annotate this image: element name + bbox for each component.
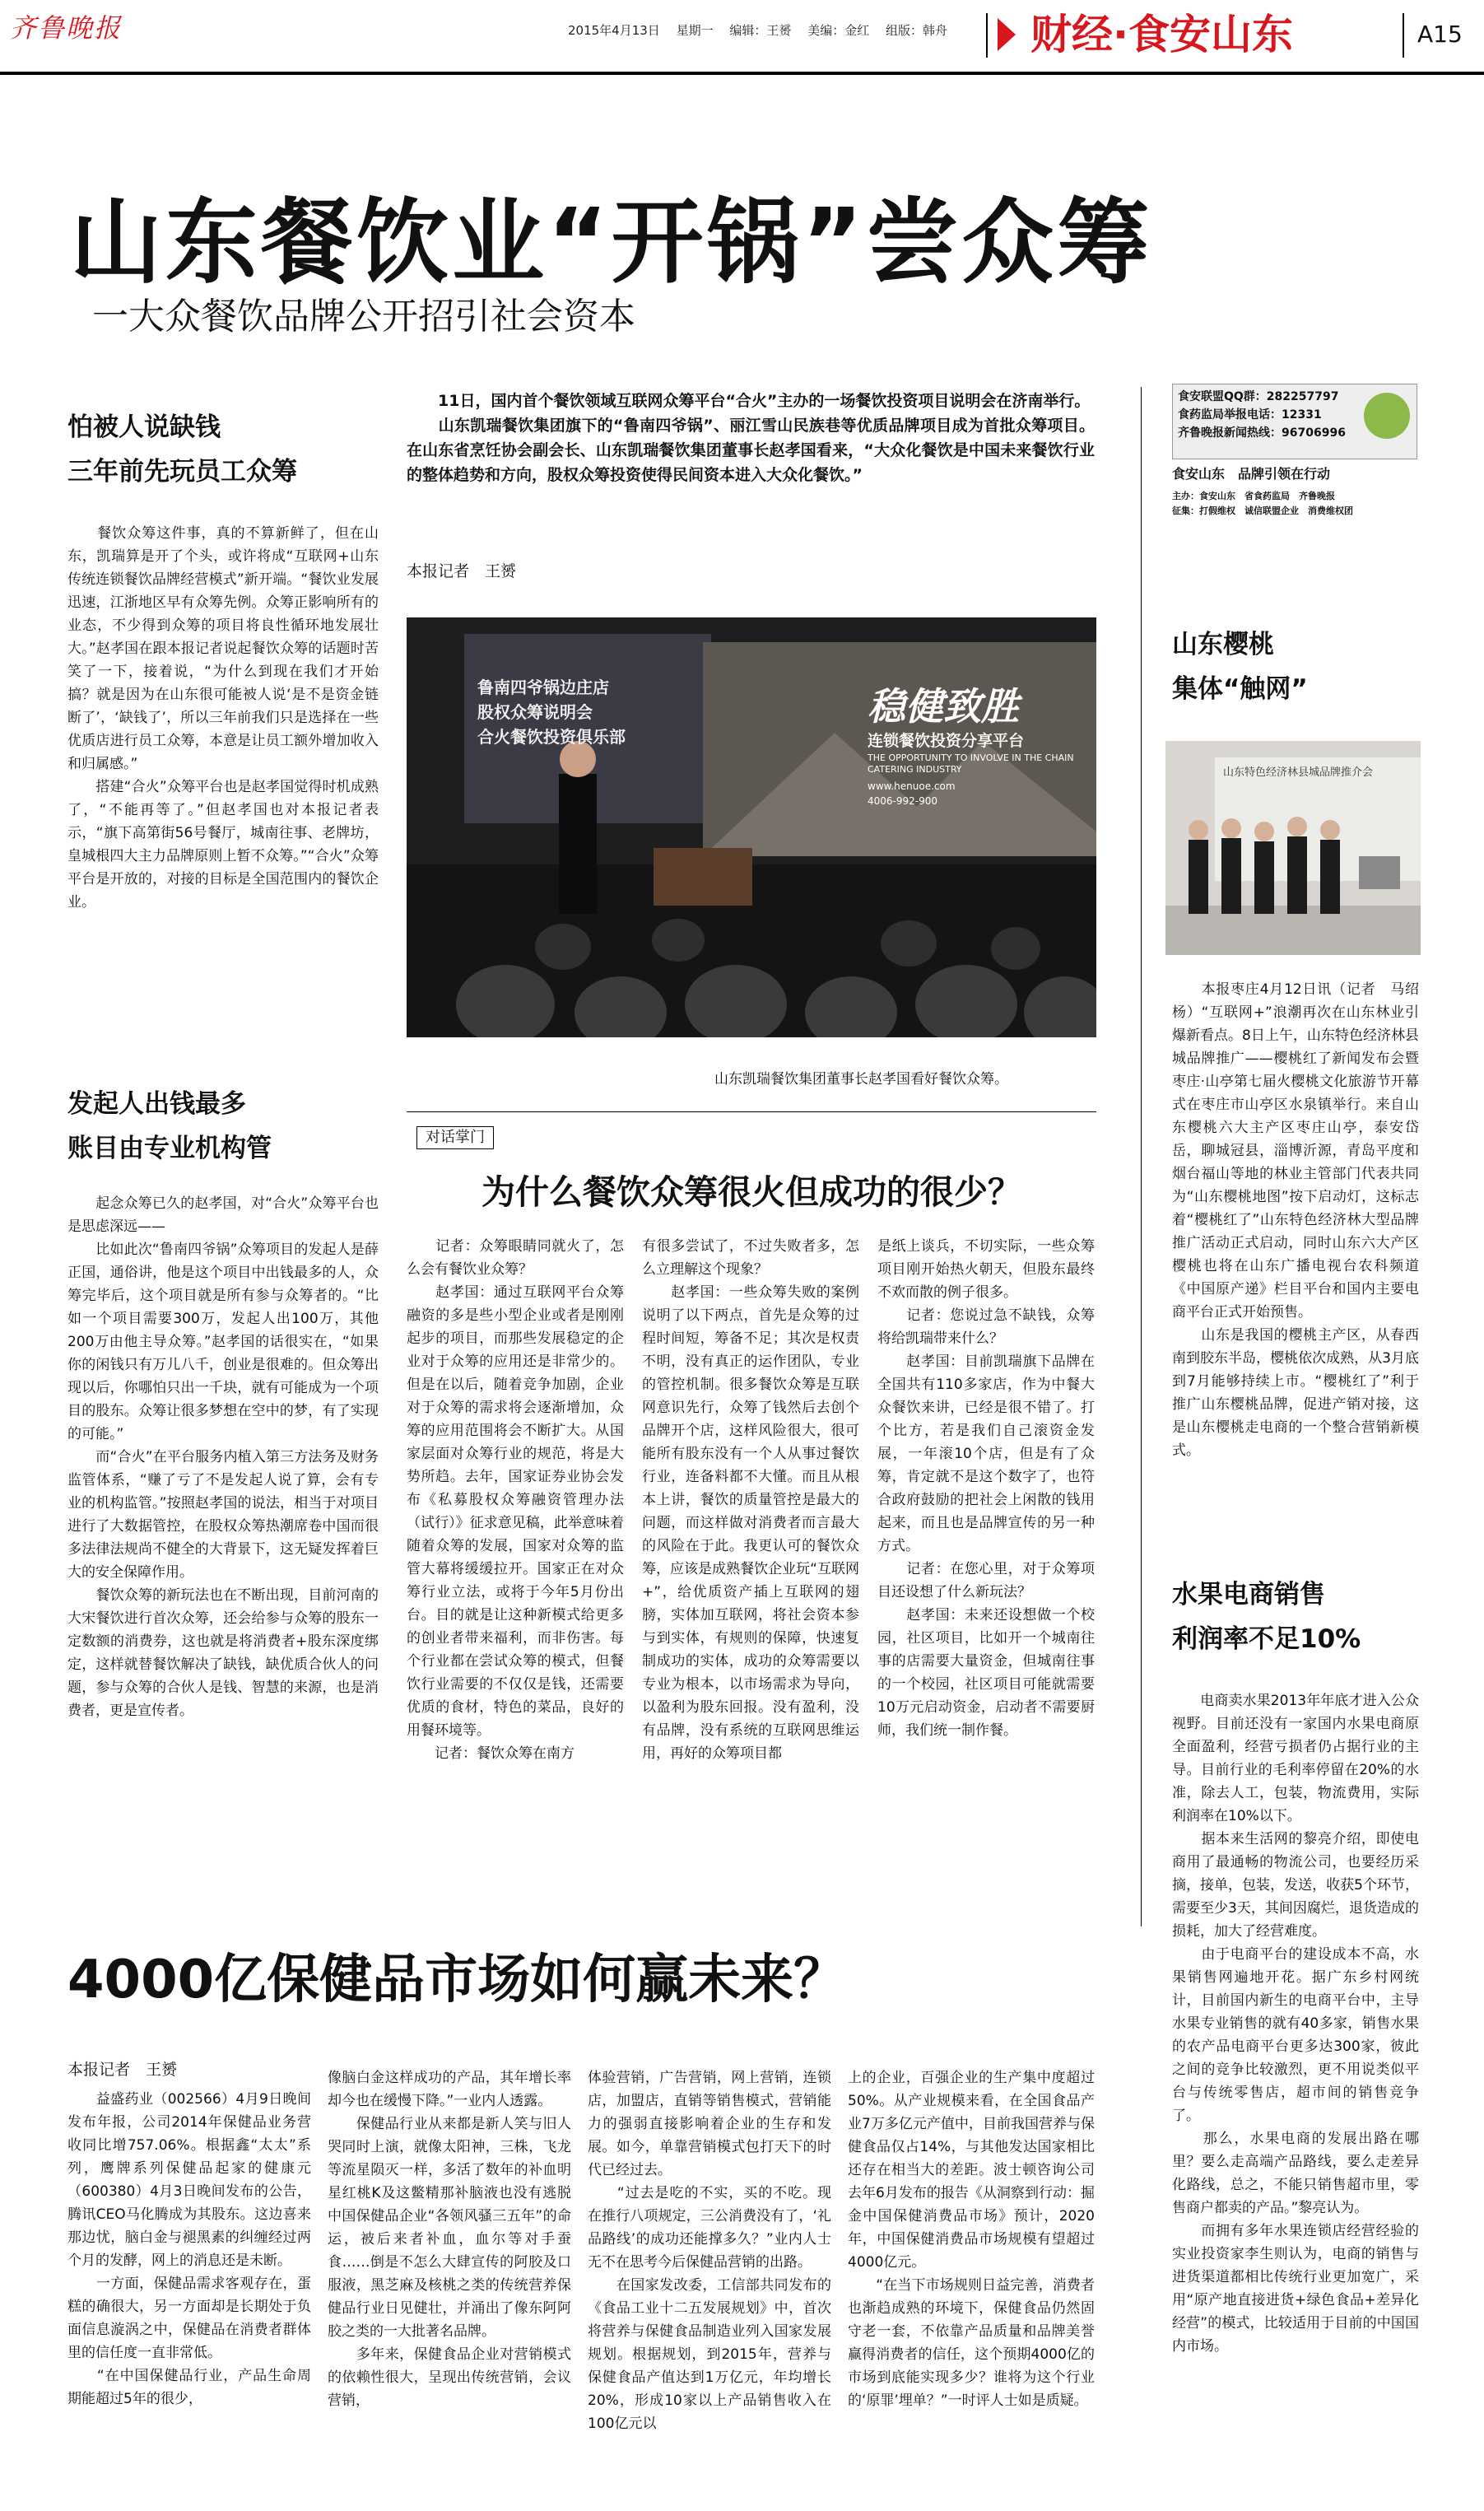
ad-org2: 征集：打假维权 诚信联盟企业 消费维权团 — [1172, 505, 1353, 516]
masthead-divider-v — [986, 13, 988, 58]
issue-weekday: 星期一 — [676, 23, 714, 38]
section1-body: 餐饮众筹这件事，真的不算新鲜了，但在山东，凯瑞算是开了个头，或许将成“互联网+山东传统连锁餐饮品牌经营模式”新开端。“餐饮业发展迅速，江浙地区早有众筹先例。众筹正影响所有的业态，不少得到众筹的项目将良性循环地发展壮大。”赵孝国在跟本报记者说起餐饮众筹的话题时苦笑了一下，接着说，“为什么到现在我们才开始搞？就是因为在山东很可能被人说‘是不是资金链断了’，‘缺钱了’，所以三年前我们只是选择在一些优质店进行员工众筹，本意是让员工额外增加收入和归属感。” 搭建“合火”众筹平台也是赵孝国觉得时机成熟了，“不能再等了。”但赵孝国也对本报记者表示，“旗下高第街56号餐厅，城南往事、老牌坊，皇城根四大主力品牌原则上暂不众筹。”“合火”众筹平台是开放的，对接的目标是全国范围内的餐饮企业。 — [67, 525, 379, 911]
cherry-title — [1172, 622, 1419, 711]
fruit-title — [1172, 1572, 1419, 1661]
ad-emblem-icon — [1364, 393, 1410, 439]
lead-subheadline: 一大众餐饮品牌公开招引社会资本 — [92, 296, 635, 338]
photo-banner-left — [477, 675, 700, 749]
editor-credit: 编辑：王赟 — [729, 23, 792, 38]
masthead-divider-v2 — [1403, 13, 1404, 58]
section2-title — [67, 1082, 380, 1171]
health-col1: 益盛药业（002566）4月9日晚间发布年报，公司2014年保健品业务营收同比增757.06%。根据鑫“太太”系列，鹰牌系列保健品起家的健康元（600380）4月3日晚间发布的公告，腾讯CEO马化腾成为其股东。这边喜来那边忧，脑白金与褪黑素的纠缠经过两个月的发酵，网上的消息还是未断。 一方面，保健品需求客观存在，蛋糕的确很大，另一方面却是长期处于负面信息漩涡之中，保健品在消费者群体里的信任度一直非常低。 “在中国保健品行业，产品生命周期能超过5年的很少， — [67, 2091, 311, 2407]
section1-title-line1: 怕被人说缺钱 — [67, 412, 221, 442]
section-marker — [998, 18, 1016, 51]
paper-logo: 齐鲁晚报 — [10, 12, 123, 44]
photo-banner-right-line1: 稳健致胜 — [868, 684, 1019, 729]
health-col2: 像脑白金这样成功的产品，其年增长率却今也在缓慢下降。”一业内人透露。 保健品行业从来都是新人笑与旧人哭同时上演，就像太阳神，三株，飞龙等流星陨灭一样，多活了数年的补血明星红桃K及这鳖精那补脑液也没有逃脱中国保健品企业“各领风骚三五年”的命运，被后来者补血，血尔等对手蚕食……倒是不怎么大肆宣传的阿胶及口服液，黑芝麻及核桃之类的传统营养保健品行业日见健壮，并涌出了像东阿阿胶之类的一大批著名品牌。 多年来，保健食品企业对营销模式的依赖性很大，呈现出传统营销，会议营销， — [328, 2070, 571, 2409]
sidebar-divider — [1141, 387, 1142, 1926]
issue-info — [568, 21, 947, 40]
ad-slogan: 食安山东 品牌引领在行动 — [1172, 466, 1331, 482]
cherry-body: 本报枣庄4月12日讯（记者 马绍杨）“互联网+”浪潮再次在山东林业引爆新看点。8日上午，山东特色经济林县城品牌推广——樱桃红了新闻发布会暨枣庄·山亭第七届火樱桃文化旅游节开幕式在枣庄市山亭区水泉镇举行。来自山东樱桃六大主产区枣庄山亭，泰安岱岳，聊城冠县，淄博沂源，青岛平度和烟台福山等地的林业主管部门代表共同为“山东樱桃地图”按下启动灯，这标志着“樱桃红了”山东特色经济林大型品牌推广活动正式启动，同时山东六大产区樱桃也将在山东广播电视台农科频道《中国原产递》栏目平台和国内主要电商平台正式开始预售。 山东是我国的樱桃主产区，从春西南到胶东半岛，樱桃依次成熟，从3月底到7月能够持续上市。“樱桃红了”利于推广山东樱桃品牌，促进产销对接，这是山东樱桃走电商的一个整合营销新模式。 — [1172, 981, 1419, 1459]
fruit-title-line1: 水果电商销售 — [1172, 1580, 1325, 1610]
photo-banner-left-line3: 合火餐饮投资俱乐部 — [477, 727, 626, 747]
fruit-title-line2: 利润率不足10% — [1172, 1624, 1361, 1654]
photo-banner-right-line2: 连锁餐饮投资分享平台 — [868, 732, 1025, 750]
art-editor-credit: 美编：金红 — [807, 23, 870, 38]
photo-banner-left-line2: 股权众筹说明会 — [477, 702, 593, 722]
section-title: 财经·食安山东 — [1030, 11, 1293, 58]
photo-banner-right-line3: THE OPPORTUNITY TO INVOLVE IN THE CHAIN CATERING INDUSTRY — [868, 752, 1074, 775]
ad-line3: 齐鲁晚报新闻热线：96706996 — [1178, 426, 1346, 440]
dialog-col2: 有很多尝试了，不过失败者多，怎么立理解这个现象？ 赵孝国：一些众筹失败的案例说明了以下两点，首先是众筹的过程时间短，筹备不足；其次是权责不明，没有真正的运作团队，专业的管控机制。很多餐饮众筹是互联网意识先行，众筹了钱然后去创个品牌开个店，这样风险很大，很可能所有股东没有一个人从事过餐饮行业，连备料都不大懂。而且从根本上讲，餐饮的质量管控是最大的问题，而这样做对消费者而言最大的风险在于此。我更认可的餐饮众筹，应该是成熟餐饮企业玩“互联网+”，给优质资产插上互联网的翅膀，实体加互联网，将社会资本参与到实体，有规则的保障，快速复制成功的实体，成功的众筹需要以专业为根本，以市场需求为导向，以盈利为股东回报。没有盈利，没有品牌，没有系统的互联网思维运用，再好的众筹项目都 — [642, 1238, 859, 1762]
section2-title-line2: 账目由专业机构管 — [67, 1134, 272, 1163]
health-col4: 上的企业，百强企业的生产集中度超过50%。从产业规模来看，在全国食品产业7万多亿元产值中，目前我国营养与保健食品仅占14%，与其他发达国家相比还存在相当大的差距。波士顿咨询公司去年6月发布的报告《从洞察到行动：掘金中国保健消费品市场》预计，2020年，中国保健消费品市场规模有望超过4000亿元。 “在当下市场规则日益完善，消费者也渐趋成熟的环境下，保健食品仍然固守老一套，不依靠产品质量和品牌美誉赢得消费者的信任，这个预期4000亿的市场到底能实现多少？谁将为这个行业的‘原罪’埋单？”一时评人士如是质疑。 — [848, 2070, 1095, 2409]
section1-title — [67, 405, 380, 494]
layout-editor-credit: 组版：韩舟 — [885, 23, 947, 38]
health-byline: 本报记者 王赟 — [67, 2061, 178, 2079]
issue-date: 2015年4月13日 — [568, 23, 660, 38]
dialog-col3: 是纸上谈兵，不切实际，一些众筹项目刚开始热火朝天，但股东最终不欢而散的例子很多。 记者：您说过急不缺钱，众筹将给凯瑞带来什么？ 赵孝国：目前凯瑞旗下品牌在全国共有110多家店，作为中餐大众餐饮来讲，已经是很不错了。打个比方，若是我们自己滚资金发展，一年滚10个店，但是有了众筹，肯定就不是这个数字了，也符合政府鼓励的把社会上闲散的钱用起来，而且也是品牌宣传的另一种方式。 记者：在您心里，对于众筹项目还设想了什么新玩法？ 赵孝国：未来还设想做一个校园，社区项目，比如开一个城南往事的店需要大量资金，但城南往事的一个校园，社区项目可能就需要10万元启动资金，启动者不需要厨师，我们统一制作餐。 — [877, 1238, 1095, 1739]
cherry-title-line2: 集体“触网” — [1172, 674, 1308, 704]
fruit-body: 电商卖水果2013年年底才进入公众视野。目前还没有一家国内水果电商原全面盈利，经营亏损者仍占据行业的主导。目前行业的毛利率停留在20%的水准，除去人工，包装，物流费用，实际利润率在10%以下。 据本来生活网的黎亮介绍，即使电商用了最通畅的物流公司，也要经历采摘，接单，包装，发送，收获5个环节，需要至少3天，其间因腐烂，退货造成的损耗，加大了经营难度。 由于电商平台的建设成本不高，水果销售网遍地开花。据广东乡村网统计，目前国内新生的电商平台中，主导水果专业销售的就有40多家，销售水果的农产品电商平台更多达300家，彼此之间的竞争比较激烈，更不用说类似平台与传统零售店，超市间的销售竞争了。 那么，水果电商的发展出路在哪里？要么走高端产品路线，要么走差异化路线，总之，不能只销售超市里，零售商户都卖的产品。”黎亮认为。 而拥有多年水果连锁店经营经验的实业投资家李生则认为，电商的销售与进货渠道都相比传统行业更加宽广，采用“原产地直接进货+绿色食品+差异化经营”的模式，比较适用于目前的中国国内市场。 — [1172, 1693, 1419, 2355]
food-safety-ad — [1172, 384, 1417, 519]
dialog-tag: 对话掌门 — [416, 1126, 494, 1149]
ad-line1: 食安联盟QQ群：282257797 — [1178, 390, 1339, 403]
ad-org1: 主办：食安山东 省食药监局 齐鲁晚报 — [1172, 491, 1335, 501]
ad-box — [1172, 384, 1417, 459]
photo-banner-left-line1: 鲁南四爷锅边庄店 — [477, 678, 609, 697]
page-number: A15 — [1417, 21, 1463, 48]
section2-title-line1: 发起人出钱最多 — [67, 1089, 246, 1119]
lead-photo-caption: 山东凯瑞餐饮集团董事长赵孝国看好餐饮众筹。 — [714, 1071, 1008, 1088]
masthead-rule — [0, 72, 1484, 75]
lead-byline: 本报记者 王赟 — [407, 562, 517, 580]
photo-banner-right — [868, 683, 1090, 808]
health-col3: 体验营销，广告营销，网上营销，连锁店，加盟店，直销等销售模式，营销能力的强弱直接影响着企业的生存和发展。如今，单靠营销模式包打天下的时代已经过去。 “过去是吃的不实，买的不吃。现在推行八项规定，三公消费没有了，‘礼品路线’的成功还能撑多久？”业内人士无不在思考今后保健品营销的出路。 在国家发改委，工信部共同发布的《食品工业十二五发展规划》中，首次将营养与保健食品制造业列入国家发展规划。根据规划，到2015年，营养与保健食品产值达到1万亿元，年均增长20%，形成10家以上产品销售收入在100亿元以 — [588, 2070, 831, 2432]
section2-body: 起念众筹已久的赵孝国，对“合火”众筹平台也是思虑深远—— 比如此次“鲁南四爷锅”众筹项目的发起人是薛正国，通俗讲，他是这个项目中出钱最多的人，众筹完毕后，这个项目就是所有参与众筹者的。“比如一个项目需要300万，发起人出100万，其他200万由他主导众筹。”赵孝国的话很实在，“如果你的闲钱只有万儿八千，创业是很难的。但众筹出现以后，你哪怕只出一千块，就有可能成为一个项目的股东。众筹让很多梦想在空中的梦，有了实现的可能。” 而“合火”在平台服务内植入第三方法务及财务监管体系，“赚了亏了不是发起人说了算，会有专业的机构监管。”按照赵孝国的说法，相当于对项目进行了大数据管控，在股权众筹热潮席卷中国而很多法律法规尚不健全的大背景下，这无疑发挥着巨大的安全保障作用。 餐饮众筹的新玩法也在不断出现，目前河南的大宋餐饮进行首次众筹，还会给参与众筹的股东一定数额的消费券，这也就是将消费者+股东深度绑定，这样就替餐饮解决了缺钱，缺优质合伙人的问题，参与众筹的合伙人是钱、智慧的来源，也是消费者，更是宣传者。 — [67, 1195, 379, 1719]
ad-line2: 食药监局举报电话：12331 — [1178, 408, 1322, 422]
section1-title-line2: 三年前先玩员工众筹 — [67, 457, 297, 487]
dialog-title: 为什么餐饮众筹很火但成功的很少？ — [481, 1172, 1021, 1212]
cherry-photo-banner: 山东特色经济林县城品牌推介会 — [1223, 766, 1374, 779]
dialog-col1: 记者：众筹眼睛同就火了，怎么会有餐饮业众筹？ 赵孝国：通过互联网平台众筹融资的多是些小型企业或者是刚刚起步的项目，而那些发展稳定的企业对于众筹的应用还是非常少的。但是在以后，随着竞争加剧，企业对于众筹的需求将会逐渐增加，众筹的应用范围将会不断扩大。从国家层面对众筹行业的规范，将是大势所趋。去年，国家证券业协会发布《私募股权众筹融资管理办法（试行）》征求意见稿，此举意味着随着众筹的发展，国家对众筹的监管大幕将缓缓拉开。国家正在对众筹行业立法，或将于今年5月份出台。目的就是让这种新模式给更多的创业者带来福利，而非伤害。每个行业都在尝试众筹的模式，但餐饮行业需要的不仅仅是钱，还需要优质的食材，特色的菜品，良好的用餐环境等。 记者：餐饮众筹在南方 — [407, 1238, 624, 1762]
caption-rule — [407, 1111, 1096, 1112]
cherry-photo — [1165, 741, 1421, 955]
photo-banner-right-line5: 4006-992-900 — [868, 795, 938, 807]
lead-photo — [407, 617, 1096, 1037]
cherry-title-line1: 山东樱桃 — [1172, 630, 1274, 659]
lead-intro: 11日，国内首个餐饮领域互联网众筹平台“合火”主办的一场餐饮投资项目说明会在济南举行。 山东凯瑞餐饮集团旗下的“鲁南四爷锅”、丽江雪山民族巷等优质品牌项目成为首批众筹项目。在山东省烹饪协会副会长、山东凯瑞餐饮集团董事长赵孝国看来，“大众化餐饮是中国未来餐饮行业的整体趋势和方向，股权众筹投资使得民间资本进入大众化餐饮。” — [407, 392, 1095, 484]
lead-headline: 山东餐饮业“开锅”尝众筹 — [70, 189, 1153, 296]
photo-banner-right-line4: www.henuoe.com — [868, 780, 956, 792]
health-headline: 4000亿保健品市场如何赢未来？ — [67, 1950, 847, 2010]
